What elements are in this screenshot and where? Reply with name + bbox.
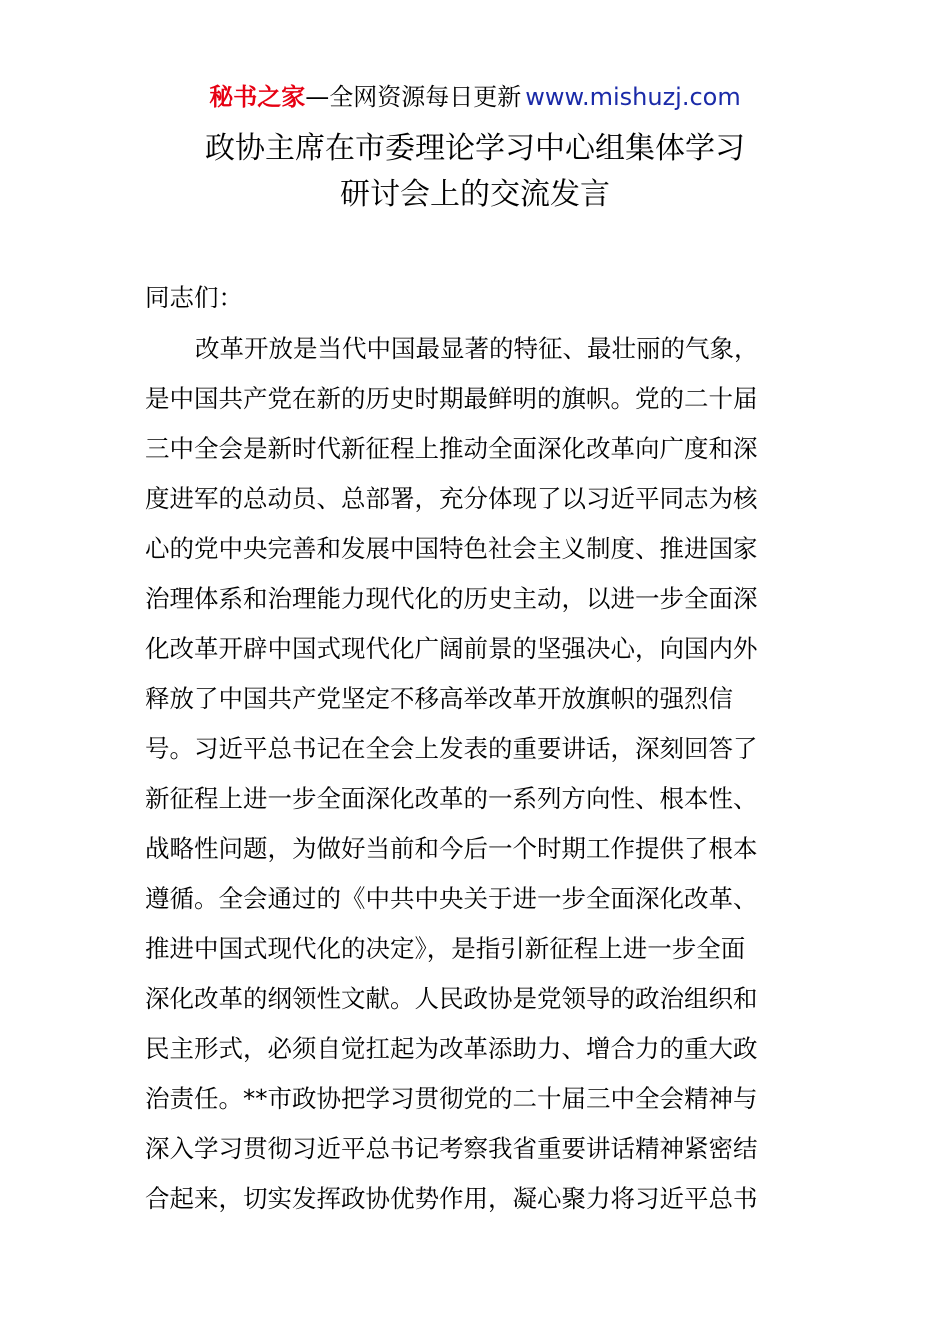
- site-brand: 秘书之家: [209, 83, 306, 111]
- body-line: 合起来，切实发挥政协优势作用，凝心聚力将习近平总书: [145, 1184, 758, 1213]
- body-line: 释放了中国共产党坚定不移高举改革开放旗帜的强烈信: [145, 684, 733, 713]
- body-line: 民主形式，必须自觉扛起为改革添助力、增合力的重大政: [145, 1034, 758, 1063]
- site-header: [0, 80, 950, 114]
- site-tagline: —全网资源每日更新: [305, 83, 522, 111]
- body-line: 治理体系和治理能力现代化的历史主动，以进一步全面深: [145, 584, 758, 613]
- body-line: 新征程上进一步全面深化改革的一系列方向性、根本性、: [145, 784, 758, 813]
- body-line: 心的党中央完善和发展中国特色社会主义制度、推进国家: [145, 534, 758, 563]
- body-line: 是中国共产党在新的历史时期最鲜明的旗帜。党的二十届: [145, 384, 758, 413]
- body-line: 深化改革的纲领性文献。人民政协是党领导的政治组织和: [145, 984, 758, 1013]
- body-line: 改革开放是当代中国最显著的特征、最壮丽的气象，: [195, 334, 759, 363]
- body-line: 推进中国式现代化的决定》，是指引新征程上进一步全面: [145, 934, 746, 963]
- body-line: 深入学习贯彻习近平总书记考察我省重要讲话精神紧密结: [145, 1134, 758, 1163]
- site-url-link[interactable]: www.mishuzj.com: [525, 83, 741, 111]
- title-line-1: 政协主席在市委理论学习中心组集体学习: [205, 131, 745, 166]
- body-line: 化改革开辟中国式现代化广阔前景的坚强决心，向国内外: [145, 634, 758, 663]
- document-title: [0, 126, 950, 218]
- body-paragraph: [145, 324, 817, 1224]
- body-line: 战略性问题，为做好当前和今后一个时期工作提供了根本: [145, 834, 758, 863]
- salutation: 同志们：: [145, 283, 243, 312]
- body-line: 遵循。全会通过的《中共中央关于进一步全面深化改革、: [145, 884, 758, 913]
- body-line: 号。习近平总书记在全会上发表的重要讲话，深刻回答了: [145, 734, 758, 763]
- body-line: 三中全会是新时代新征程上推动全面深化改革向广度和深: [145, 434, 758, 463]
- body-line: 治责任。**市政协把学习贯彻党的二十届三中全会精神与: [145, 1084, 758, 1113]
- body-line: 度进军的总动员、总部署，充分体现了以习近平同志为核: [145, 484, 758, 513]
- title-line-2: 研讨会上的交流发言: [340, 177, 610, 212]
